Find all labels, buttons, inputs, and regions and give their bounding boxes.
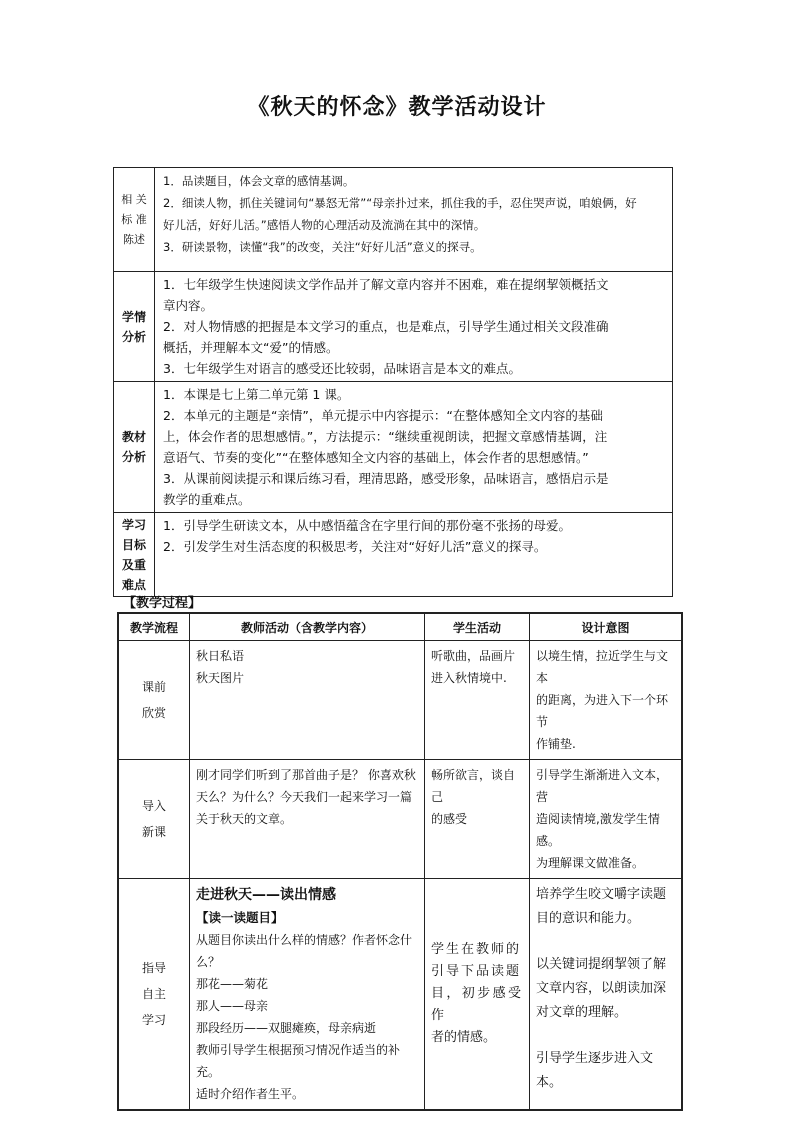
standards-table: [113, 167, 673, 597]
table-header-row: [118, 613, 682, 641]
row-label-standards: 相 关 标 准 陈述: [114, 168, 155, 272]
student-activity-cell: 学生在教师的 引导下品读题 目，初步感受作 者的情感。: [425, 879, 530, 1111]
section-title: 走进秋天——读出情感: [196, 887, 336, 903]
row-label-material-analysis: 教材 分析: [114, 382, 155, 513]
stage-cell: 课前 欣赏: [118, 641, 190, 760]
column-header-intent: 设计意图: [530, 613, 683, 641]
row-content-learner-analysis: 1．七年级学生快速阅读文学作品并了解文章内容并不困难，难在提纲挈领概括文 章内容。 2．对人物情感的把握是本文学习的重点，也是难点，引导学生通过相关文段准确 概括，并理解本文“爱”的情感。 3．七年级学生对语言的感受还比较弱，品味语言是本文的难点。: [155, 272, 673, 382]
table-row: [114, 513, 673, 597]
section-subtitle: 【读一读题目】: [196, 910, 284, 925]
student-activity-cell: 畅所欲言，谈自己 的感受: [425, 760, 530, 879]
teacher-activity-cell: 秋日私语 秋天图片: [190, 641, 425, 760]
stage-cell: 导入 新课: [118, 760, 190, 879]
stage-cell: 指导 自主 学习: [118, 879, 190, 1111]
table-row: [118, 641, 682, 760]
column-header-student: 学生活动: [425, 613, 530, 641]
design-intent-cell: 引导学生渐渐进入文本，营 造阅读情境,激发学生情感。 为理解课文做准备。: [530, 760, 683, 879]
row-label-objectives: 学习 目标 及重 难点: [114, 513, 155, 597]
teacher-activity-cell: 刚才同学们听到了那首曲子是？ 你喜欢秋 天么？为什么？今天我们一起来学习一篇 关于秋天的文章。: [190, 760, 425, 879]
design-intent-cell: 以境生情，拉近学生与文本 的距离，为进入下一个环节 作铺垫.: [530, 641, 683, 760]
process-table: [117, 612, 683, 1111]
row-label-learner-analysis: 学情 分析: [114, 272, 155, 382]
table-row: [118, 879, 682, 1111]
student-activity-cell: 听歌曲，品画片 进入秋情境中.: [425, 641, 530, 760]
table-row: [114, 272, 673, 382]
teacher-activity-cell: 走进秋天——读出情感 【读一读题目】 从题目你读出什么样的情感？作者怀念什 么？ 那花——菊花 那人——母亲 那段经历——双腿瘫痪，母亲病逝 教师引导学生根据预习情况作适当的补充。 适时介绍作者生平。: [190, 879, 425, 1111]
column-header-stage: 教学流程: [118, 613, 190, 641]
document-title: 《秋天的怀念》教学活动设计: [247, 95, 547, 120]
table-row: [114, 168, 673, 272]
table-row: [118, 760, 682, 879]
row-content-material-analysis: 1．本课是七上第二单元第 1 课。 2．本单元的主题是“亲情”，单元提示中内容提示：“在整体感知全文内容的基础 上，体会作者的思想感情。”，方法提示：“继续重视朗读，把握文章感情基调，注 意语气、节奏的变化”“在整体感知全文内容的基础上，体会作者的思想感情。” 3．从课前阅读提示和课后练习看，理清思路，感受形象，品味语言，感悟启示是 教学的重难点。: [155, 382, 673, 513]
design-intent-cell: 培养学生咬文嚼字读题 目的意识和能力。 以关键词提纲挈领了解 文章内容，以朗读加深 对文章的理解。 引导学生逐步进入文本。: [530, 879, 683, 1111]
column-header-teacher: 教师活动（含教学内容）: [190, 613, 425, 641]
table-row: [114, 382, 673, 513]
process-header: 【教学过程】: [123, 596, 202, 611]
row-content-objectives: 1．引导学生研读文本，从中感悟蕴含在字里行间的那份毫不张扬的母爱。 2．引发学生对生活态度的积极思考，关注对“好好儿活”意义的探寻。: [155, 513, 673, 597]
row-content-standards: 1．品读题目，体会文章的感情基调。 2．细读人物，抓住关键词句“暴怒无常”“母亲扑过来，抓住我的手，忍住哭声说，咱娘俩，好 好儿活，好好儿活。”感悟人物的心理活动及流淌在其中的深情。 3．研读景物，读懂“我”的改变，关注“好好儿活”意义的探寻。: [155, 168, 673, 272]
